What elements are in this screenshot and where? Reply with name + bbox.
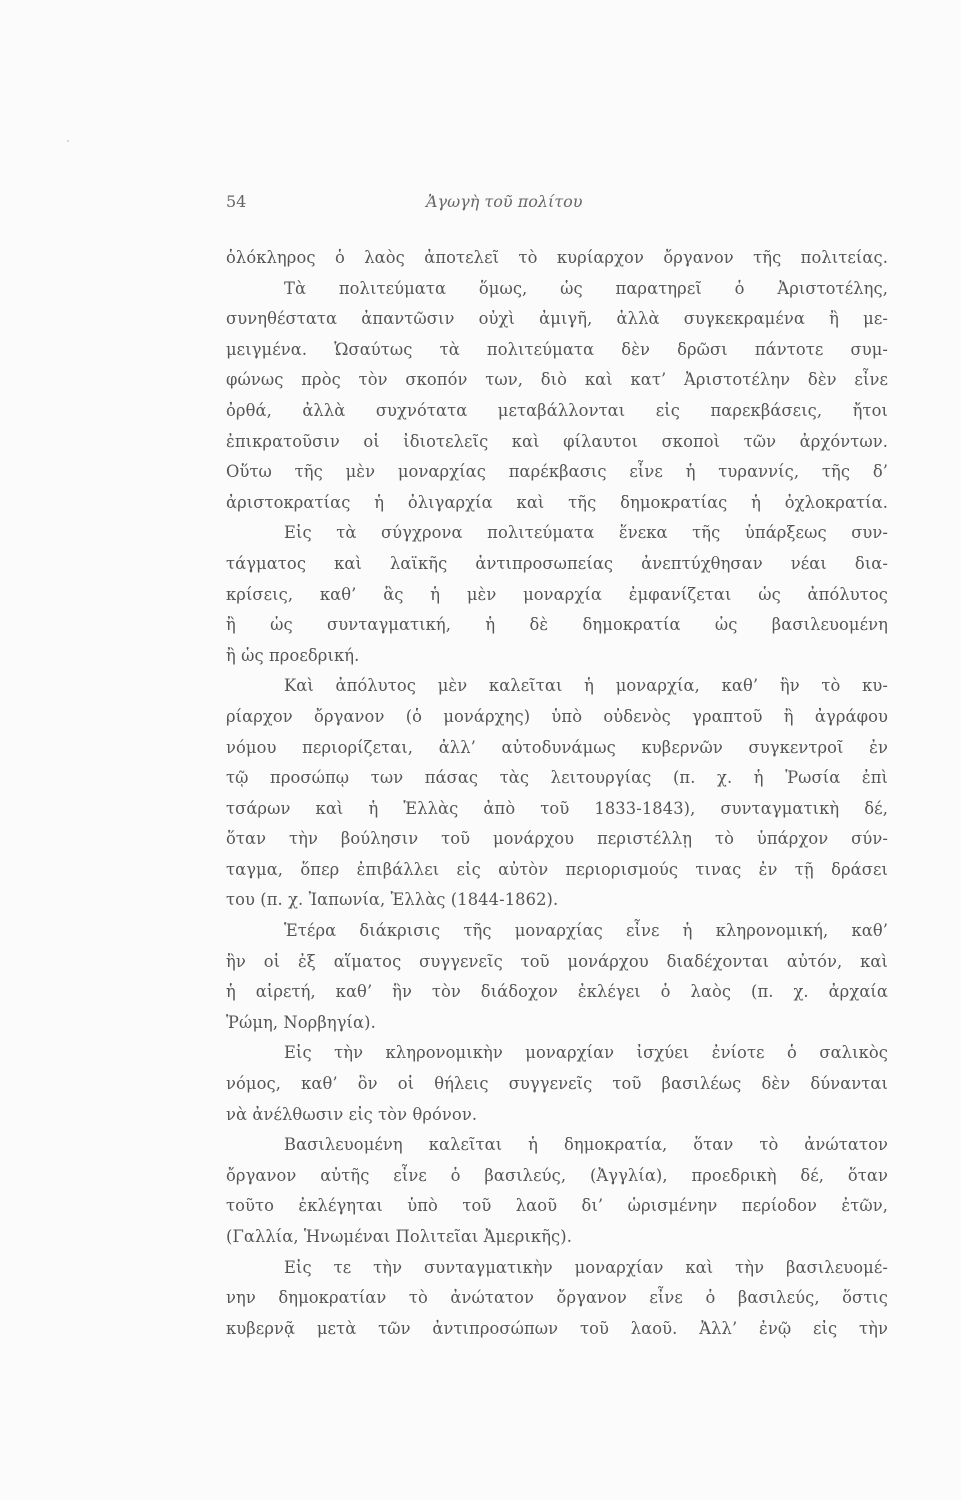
page-header [226, 192, 886, 216]
text-line: ἐπικρατοῦσιν οἱ ἰδιοτελεῖς καὶ φίλαυτοι σκοποὶ τῶν ἀρχόντων. [226, 431, 888, 451]
text-line: ἡ αἱρετή, καθ’ ἣν τὸν διάδοχον ἐκλέγει ὁ λαὸς (π. χ. ἀρχαία [226, 982, 888, 1002]
text-line: νὰ ἀνέλθωσιν εἰς τὸν θρόνον. [226, 1104, 478, 1124]
text-line: συνηθέστατα ἀπαντῶσιν οὐχὶ ἀμιγῆ, ἀλλὰ συγκεκραμένα ἢ με- [226, 309, 888, 329]
text-line: ἀριστοκρατίας ἡ ὀλιγαρχία καὶ τῆς δημοκρατίας ἡ ὀχλοκρατία. [226, 492, 888, 512]
text-line: νόμου περιορίζεται, ἀλλ’ αὐτοδυνάμως κυβερνῶν συγκεντροῖ ἐν [226, 737, 888, 757]
text-line: του (π. χ. Ἰαπωνία, Ἑλλὰς (1844-1862). [226, 890, 559, 910]
text-line: Οὕτω τῆς μὲν μοναρχίας παρέκβασις εἶνε ἡ τυραννίς, τῆς δ’ [226, 462, 888, 482]
text-line: ἢ ὡς προεδρική. [226, 645, 360, 665]
paper-speck [67, 140, 69, 142]
page-number: 54 [226, 192, 247, 211]
text-line: ρίαρχον ὄργανον (ὁ μονάρχης) ὑπὸ οὐδενὸς γραπτοῦ ἢ ἀγράφου [226, 706, 888, 726]
text-line: τάγματος καὶ λαϊκῆς ἀντιπροσωπείας ἀνεπτύχθησαν νέαι δια- [226, 553, 888, 573]
text-line: ὄργανον αὐτῆς εἶνε ὁ βασιλεύς, (Ἀγγλία), προεδρικὴ δέ, ὅταν [226, 1165, 888, 1185]
text-line: Ῥώμη, Νορβηγία). [226, 1012, 376, 1032]
text-line: κυβερνᾷ μετὰ τῶν ἀντιπροσώπων τοῦ λαοῦ. Ἀλλ’ ἐνῷ εἰς τὴν [226, 1318, 888, 1338]
text-line: τσάρων καὶ ἡ Ἑλλὰς ἀπὸ τοῦ 1833-1843), συνταγματικὴ δέ, [226, 798, 888, 818]
text-line: ἣν οἱ ἐξ αἵματος συγγενεῖς τοῦ μονάρχου διαδέχονται αὐτόν, καὶ [226, 951, 888, 971]
text-line: Καὶ ἀπόλυτος μὲν καλεῖται ἡ μοναρχία, καθ’ ἣν τὸ κυ- [284, 676, 888, 696]
text-line: ταγμα, ὅπερ ἐπιβάλλει εἰς αὐτὸν περιορισμούς τινας ἐν τῇ δράσει [226, 859, 888, 879]
text-line: νην δημοκρατίαν τὸ ἀνώτατον ὄργανον εἶνε ὁ βασιλεύς, ὅστις [226, 1288, 888, 1308]
text-line: Ἑτέρα διάκρισις τῆς μοναρχίας εἶνε ἡ κληρονομική, καθ’ [284, 921, 888, 941]
text-line: κρίσεις, καθ’ ἃς ἡ μὲν μοναρχία ἐμφανίζεται ὡς ἀπόλυτος [226, 584, 888, 604]
text-line: μειγμένα. Ὡσαύτως τὰ πολιτεύματα δὲν δρῶσι πάντοτε συμ- [226, 339, 888, 359]
text-line: Εἰς τὰ σύγχρονα πολιτεύματα ἕνεκα τῆς ὑπάρξεως συν- [284, 523, 888, 543]
text-line: (Γαλλία, Ἡνωμέναι Πολιτεῖαι Ἀμερικῆς). [226, 1227, 572, 1246]
text-line: ἢ ὡς συνταγματική, ἡ δὲ δημοκρατία ὡς βασιλευομένη [226, 615, 888, 635]
text-line: Εἰς τὴν κληρονομικὴν μοναρχίαν ἰσχύει ἐνίοτε ὁ σαλικὸς [284, 1043, 888, 1063]
text-line: Βασιλευομένη καλεῖται ἡ δημοκρατία, ὅταν τὸ ἀνώτατον [284, 1135, 888, 1155]
text-line: ὅταν τὴν βούλησιν τοῦ μονάρχου περιστέλλῃ τὸ ὑπάρχον σύν- [226, 829, 888, 849]
text-line: φώνως πρὸς τὸν σκοπόν των, διὸ καὶ κατ’ Ἀριστοτέλην δὲν εἶνε [226, 370, 888, 390]
text-line: ὀρθά, ἀλλὰ συχνότατα μεταβάλλονται εἰς παρεκβάσεις, ἤτοι [226, 400, 888, 420]
body-text [226, 243, 888, 1344]
text-line: τῷ προσώπῳ των πάσας τὰς λειτουργίας (π. χ. ἡ Ῥωσία ἐπὶ [226, 768, 888, 788]
running-title: Ἀγωγὴ τοῦ πολίτου [426, 192, 583, 211]
text-line: Εἰς τε τὴν συνταγματικὴν μοναρχίαν καὶ τὴν βασιλευομέ- [284, 1257, 888, 1277]
text-line: ὁλόκληρος ὁ λαὸς ἀποτελεῖ τὸ κυρίαρχον ὄργανον τῆς πολιτείας. [226, 248, 888, 267]
text-line: τοῦτο ἐκλέγηται ὑπὸ τοῦ λαοῦ δι’ ὡρισμένην περίοδον ἐτῶν, [226, 1196, 888, 1216]
text-line: Τὰ πολιτεύματα ὅμως, ὡς παρατηρεῖ ὁ Ἀριστοτέλης, [284, 278, 888, 298]
text-line: νόμος, καθ’ ὃν οἱ θήλεις συγγενεῖς τοῦ βασιλέως δὲν δύνανται [226, 1074, 888, 1094]
